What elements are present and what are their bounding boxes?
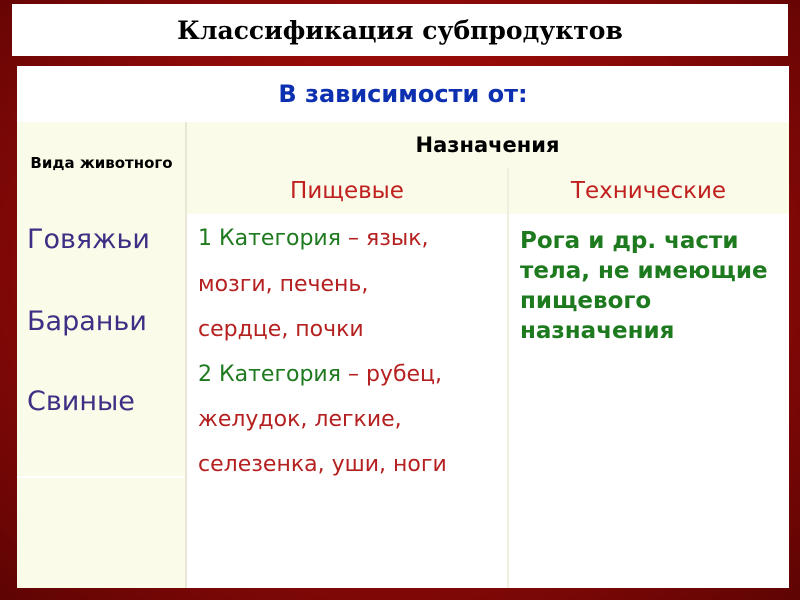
food-cat2-line3: селезенка, уши, ноги (198, 452, 447, 477)
header-purpose: Назначения (186, 122, 789, 168)
food-cat1-label: 1 Категория (198, 226, 341, 251)
food-cat1-rest: – язык, (340, 226, 429, 251)
food-offal-cell (186, 214, 508, 588)
food-cat2-label: 2 Категория (198, 362, 341, 387)
slide-title: Классификация субпродуктов (177, 15, 623, 45)
food-cat1-line2: мозги, печень, (198, 272, 369, 297)
technical-description: Рога и др. части тела, не имеющие пищевого назначения (520, 228, 768, 344)
food-cat2-line1 (198, 362, 442, 387)
animal-pork: Свиные (27, 386, 135, 417)
animal-mutton: Бараньи (27, 306, 147, 337)
table-subtitle: В зависимости от: (278, 80, 528, 108)
food-cat1-line1 (198, 226, 429, 251)
header-technical: Технические (508, 168, 789, 214)
food-cat1-line3: сердце, почки (198, 317, 364, 342)
food-cat2-line2: желудок, легкие, (198, 407, 402, 432)
animal-beef: Говяжьи (27, 224, 150, 255)
header-animal-type (17, 122, 186, 214)
slide-title-box (12, 4, 788, 56)
column-divider-2 (507, 168, 509, 588)
food-cat2-rest: – рубец, (340, 362, 443, 387)
header-food: Пищевые (186, 168, 508, 214)
classification-table (17, 66, 789, 588)
technical-offal-cell (508, 214, 789, 588)
header-animal-type-label: Вида животного (30, 154, 173, 172)
column-divider-1 (185, 122, 187, 588)
row-divider (17, 476, 186, 478)
animals-column (17, 214, 186, 588)
